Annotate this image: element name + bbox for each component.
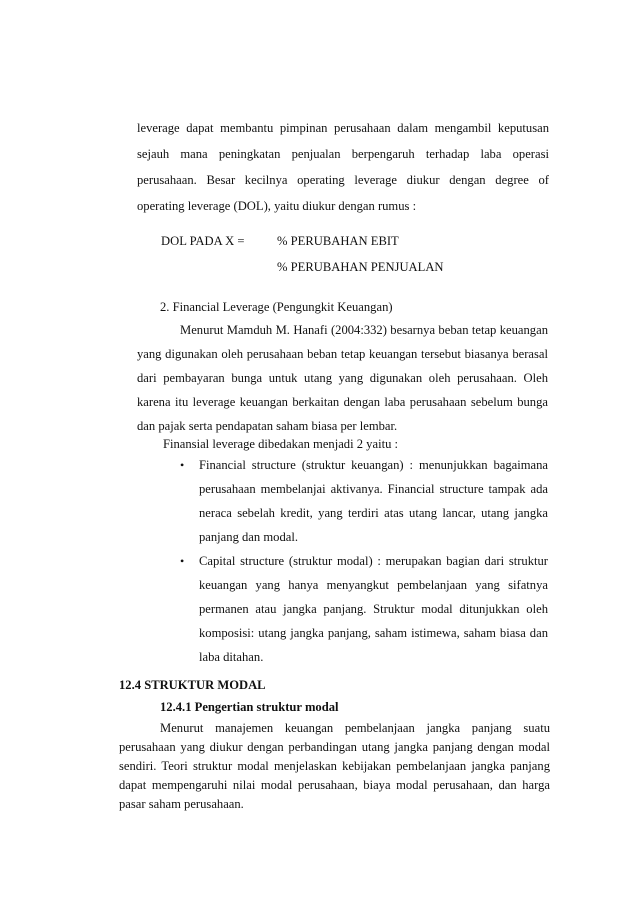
text-line: perusahaan. Besar kecilnya operating leverage diukur dengan degree of bbox=[137, 173, 549, 187]
text-line: keuangan yang hanya menyangkut pembelanjaan yang sifatnya bbox=[199, 578, 548, 592]
formula-numerator: % PERUBAHAN EBIT bbox=[277, 234, 399, 248]
text-line: Menurut Mamduh M. Hanafi (2004:332) besarnya beban tetap keuangan bbox=[180, 323, 548, 337]
text-line: dari pembayaran bunga untuk utang yang digunakan oleh perusahaan. Oleh bbox=[137, 371, 548, 385]
text-line: perusahaan membelanjai aktivanya. Financial structure tampak ada bbox=[199, 482, 548, 496]
text-line: panjang dan modal. bbox=[199, 530, 298, 544]
text-line: Capital structure (struktur modal) : merupakan bagian dari struktur bbox=[199, 554, 548, 568]
text-line: operating leverage (DOL), yaitu diukur dengan rumus : bbox=[137, 199, 417, 213]
text-line: dan pajak serta pendapatan saham biasa per lembar. bbox=[137, 419, 398, 433]
section-heading: 12.4 STRUKTUR MODAL bbox=[119, 678, 266, 692]
text-line: neraca sebelah kredit, yang terdiri atas utang lancar, utang jangka bbox=[199, 506, 548, 520]
text-line: yang digunakan oleh perusahaan beban tetap keuangan tersebut biasanya berasal bbox=[137, 347, 548, 361]
formula-label: DOL PADA X = bbox=[161, 234, 245, 248]
bullet-icon: • bbox=[180, 458, 185, 472]
list-intro: Finansial leverage dibedakan menjadi 2 yaitu : bbox=[163, 437, 399, 451]
text-line: sejauh mana peningkatan penjualan berpengaruh terhadap laba operasi bbox=[137, 147, 549, 161]
text-line: perusahaan yang diukur dengan perbandingan utang jangka panjang dengan modal bbox=[119, 740, 550, 754]
text-line: sendiri. Teori struktur modal menjelaskan kebijakan pembelanjaan jangka panjang bbox=[119, 759, 550, 773]
text-line: Menurut manajemen keuangan pembelanjaan jangka panjang suatu bbox=[160, 721, 550, 735]
text-line: komposisi: utang jangka panjang, saham istimewa, saham biasa dan bbox=[199, 626, 548, 640]
formula-denominator: % PERUBAHAN PENJUALAN bbox=[277, 260, 444, 274]
text-line: pasar saham perusahaan. bbox=[119, 797, 244, 811]
text-line: dapat mempengaruhi nilai modal perusahaan, biaya modal perusahaan, dan harga bbox=[119, 778, 550, 792]
text-line: Financial structure (struktur keuangan) : menunjukkan bagaimana bbox=[199, 458, 548, 472]
bullet-icon: • bbox=[180, 554, 185, 568]
text-line: permanen atau jangka panjang. Struktur modal ditunjukkan oleh bbox=[199, 602, 548, 616]
section-heading: 2. Financial Leverage (Pengungkit Keuangan) bbox=[160, 300, 393, 314]
text-line: laba ditahan. bbox=[199, 650, 264, 664]
text-line: leverage dapat membantu pimpinan perusahaan dalam mengambil keputusan bbox=[137, 121, 549, 135]
subsection-heading: 12.4.1 Pengertian struktur modal bbox=[160, 700, 339, 714]
text-line: karena itu leverage keuangan berkaitan dengan laba perusahaan sebelum bunga bbox=[137, 395, 548, 409]
